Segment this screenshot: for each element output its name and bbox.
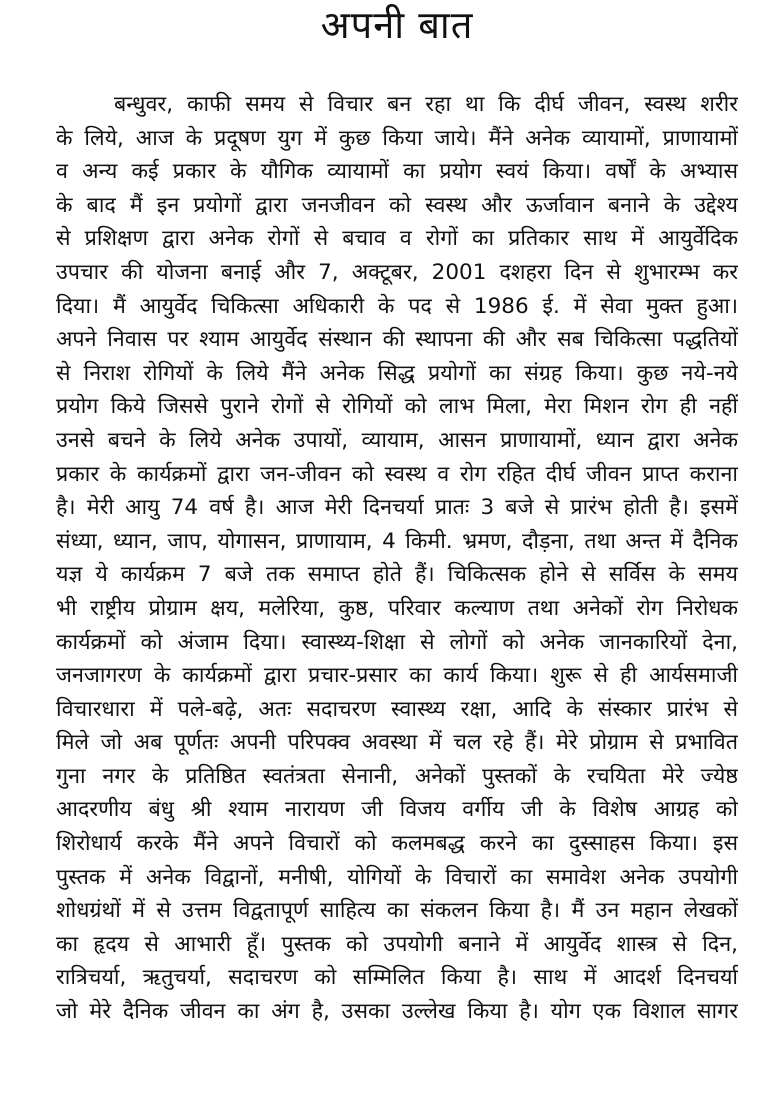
text-line: भी राष्ट्रीय प्रोग्राम क्षय, मलेरिया, कुष्ठ, परिवार कल्याण तथा अनेकों रोग निरोधक (56, 595, 738, 621)
text-line: व अन्य कई प्रकार के यौगिक व्यायामों का प्रयोग स्वयं किया। वर्षों के अभ्यास (56, 159, 738, 185)
text-line: यज्ञ ये कार्यक्रम 7 बजे तक समाप्त होते हैं। चिकित्सक होने से सर्विस के समय (56, 562, 738, 588)
text-line: प्रयोग किये जिससे पुराने रोगों से रोगियों को लाभ मिला, मेरा मिशन रोग ही नहीं (56, 394, 738, 420)
text-line: बन्धुवर, काफी समय से विचार बन रहा था कि दीर्घ जीवन, स्वस्थ शरीर (114, 92, 738, 117)
text-line: है। मेरी आयु 74 वर्ष है। आज मेरी दिनचर्या प्रातः 3 बजे से प्रारंभ होती है। इसमें (56, 495, 738, 521)
text-line: के बाद मैं इन प्रयोगों द्वारा जनजीवन को स्वस्थ और ऊर्जावान बनाने के उद्देश्य (56, 192, 738, 218)
text-line: शोधग्रंथों में से उत्तम विद्वतापूर्ण साहित्य का संकलन किया है। मैं उन महान लेखकों (56, 898, 738, 924)
text-line: रात्रिचर्या, ऋतुचर्या, सदाचरण को सम्मिलित किया है। साथ में आदर्श दिनचर्या (56, 965, 738, 991)
text-line: से निराश रोगियों के लिये मैंने अनेक सिद्ध प्रयोगों का संग्रह किया। कुछ नये-नये (56, 360, 738, 386)
text-line: पुस्तक में अनेक विद्वानों, मनीषी, योगियों के विचारों का समावेश अनेक उपयोगी (56, 864, 738, 890)
text-line: विचारधारा में पले-बढ़े, अतः सदाचरण स्वास्थ्य रक्षा, आदि के संस्कार प्रारंभ से (56, 696, 738, 722)
text-line: दिया। मैं आयुर्वेद चिकित्सा अधिकारी के पद से 1986 ई. में सेवा मुक्त हुआ। (56, 293, 738, 319)
text-line: आदरणीय बंधु श्री श्याम नारायण जी विजय वर्गीय जी के विशेष आग्रह को (56, 797, 738, 823)
text-line: का हृदय से आभारी हूँ। पुस्तक को उपयोगी बनाने में आयुर्वेद शास्त्र से दिन, (56, 931, 738, 957)
text-line: शिरोधार्य करके मैंने अपने विचारों को कलमबद्ध करने का दुस्साहस किया। इस (56, 831, 738, 857)
text-line: प्रकार के कार्यक्रमों द्वारा जन-जीवन को स्वस्थ व रोग रहित दीर्घ जीवन प्राप्त कराना (56, 461, 738, 487)
text-line: संध्या, ध्यान, जाप, योगासन, प्राणायाम, 4 किमी. भ्रमण, दौड़ना, तथा अन्त में दैनिक (56, 528, 738, 554)
text-line: गुना नगर के प्रतिष्ठित स्वतंत्रता सेनानी, अनेकों पुस्तकों के रचयिता मेरे ज्येष्ठ (56, 763, 738, 789)
text-line: उनसे बचने के लिये अनेक उपायों, व्यायाम, आसन प्राणायामों, ध्यान द्वारा अनेक (56, 427, 738, 453)
text-line: मिले जो अब पूर्णतः अपनी परिपक्व अवस्था में चल रहे हैं। मेरे प्रोग्राम से प्रभावित (56, 730, 738, 756)
text-line: जनजागरण के कार्यक्रमों द्वारा प्रचार-प्रसार का कार्य किया। शुरू से ही आर्यसमाजी (56, 663, 738, 689)
text-line: उपचार की योजना बनाई और 7, अक्टूबर, 2001 दशहरा दिन से शुभारम्भ कर (56, 259, 738, 285)
text-line: से प्रशिक्षण द्वारा अनेक रोगों से बचाव व रोगों का प्रतिकार साथ में आयुर्वेदिक (56, 226, 738, 252)
text-line: जो मेरे दैनिक जीवन का अंग है, उसका उल्लेख किया है। योग एक विशाल सागर (56, 999, 738, 1025)
text-line: कार्यक्रमों को अंजाम दिया। स्वास्थ्य-शिक्षा से लोगों को अनेक जानकारियों देना, (56, 629, 738, 655)
text-line: के लिये, आज के प्रदूषण युग में कुछ किया जाये। मैंने अनेक व्यायामों, प्राणायामों (56, 125, 738, 151)
page-title: अपनी बात (320, 3, 474, 47)
body-paragraph (56, 88, 738, 1029)
text-line: अपने निवास पर श्याम आयुर्वेद संस्थान की स्थापना की और सब चिकित्सा पद्धतियों (56, 327, 738, 353)
